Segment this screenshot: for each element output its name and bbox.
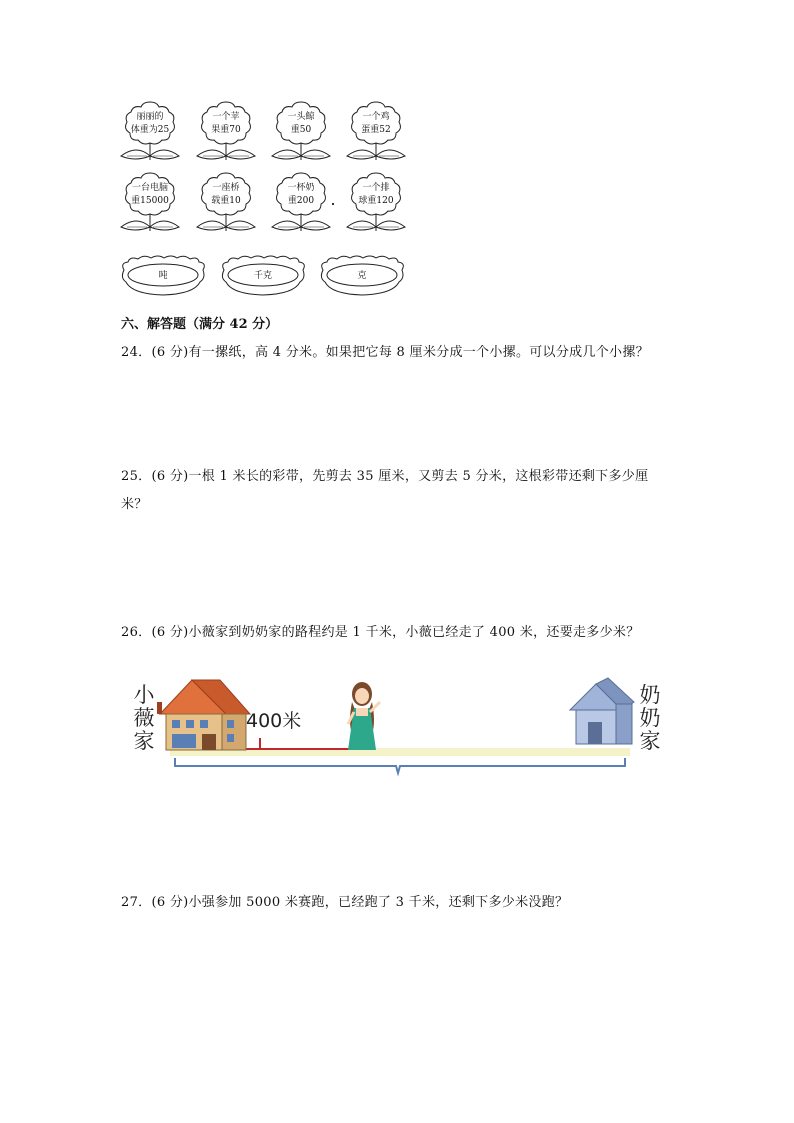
flower-card [268,100,334,162]
grandma-house-icon [570,678,634,744]
flower-card [193,100,259,162]
flower-text: 一头鲸 重50 [287,112,315,135]
xiaowei-home-label: 小 薇 家 [133,683,155,753]
question-24: 24．(6 分)有一摞纸，高 4 分米。如果把它每 8 厘米分成一个小摞。可以分成几个小摞？ [121,345,649,360]
basket-kilogram [218,254,308,298]
question-25: 25．(6 分)一根 1 米长的彩带，先剪去 35 厘米，又剪去 5 分米，这根彩带还剩下多少厘 米？ [121,469,649,512]
flower-text: 一个排 球重120 [358,183,394,206]
xiaowei-girl-icon [348,682,380,750]
question-27: 27．(6 分)小强参加 5000 米赛跑，已经跑了 3 千米，还剩下多少米没跑？ [121,895,569,910]
xiaowei-house-icon [157,680,250,750]
flower-text: 一个鸡 蛋重52 [361,112,391,135]
route-diagram-graphic [130,672,670,782]
basket-label: 吨 [158,271,168,281]
basket-ton [118,254,208,298]
basket-label: 千克 [253,271,272,281]
flower-text: 一台电脑 重15000 [131,183,169,206]
flower-text: 丽丽的 体重为25 [130,112,170,135]
question-26: 26．(6 分)小薇家到奶奶家的路程约是 1 千米，小薇已经走了 400 米，还要走多少米？ [121,625,640,640]
flower-text: 一座桥 载重10 [211,183,241,206]
flower-card [343,171,409,233]
flower-card [117,100,183,162]
flower-card [193,171,259,233]
route-diagram [130,672,670,782]
stray-dot [332,203,334,205]
flower-card [343,100,409,162]
total-distance-brace [175,758,625,773]
basket-gram [317,254,407,298]
flower-text: 一个苹 果重70 [211,112,241,135]
grandma-home-label: 奶 奶 家 [639,683,661,753]
distance-label: 400米 [246,710,302,732]
flower-card [268,171,334,233]
flower-card [117,171,183,233]
section-title: 六、解答题（满分 42 分） [121,317,279,332]
basket-label: 克 [357,271,367,281]
flower-text: 一杯奶 重200 [287,183,315,206]
